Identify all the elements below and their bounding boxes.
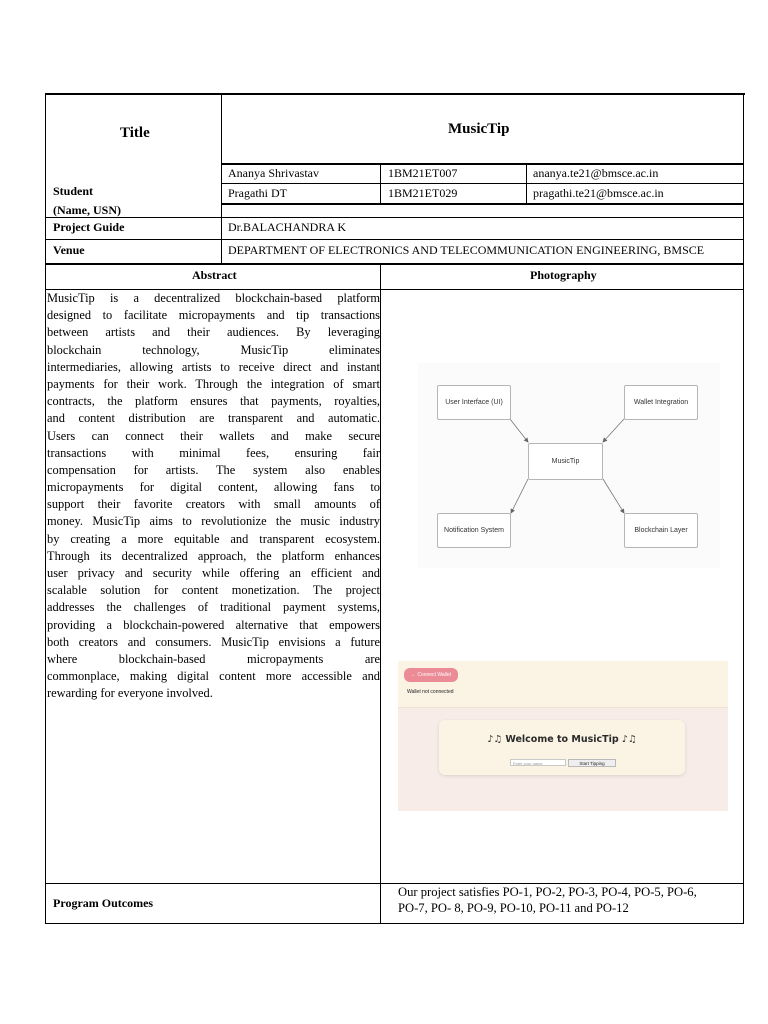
start-tipping-button[interactable]: Start Tipping <box>568 759 616 767</box>
abstract-text <box>47 290 380 703</box>
abstract-line: by creating a more equitable and transparent ecosystem. <box>47 531 380 546</box>
abstract-line: where blockchain-based micropayments are <box>47 651 380 666</box>
table-divider <box>45 263 744 265</box>
abstract-line: and content distribution are transparent and automatic. <box>47 411 380 426</box>
welcome-card <box>439 720 685 775</box>
abstract-line: addresses the challenges of traditional payment systems, <box>47 600 380 615</box>
student-email: pragathi.te21@bmsce.ac.in <box>533 186 664 200</box>
abstract-line: between artists and their audiences. By leveraging <box>47 325 380 340</box>
student-sublabel: (Name, USN) <box>53 203 121 217</box>
guide-name: Dr.BALACHANDRA K <box>228 220 347 234</box>
abstract-line: compensation for artists. The system also enables <box>47 462 380 477</box>
diagram-node-wallet: Wallet Integration <box>624 385 698 420</box>
abstract-line: scalable solution for content monetization. The project <box>47 583 380 598</box>
table-border <box>45 923 744 924</box>
diagram-node-notification: Notification System <box>437 513 511 548</box>
venue-label: Venue <box>53 243 85 257</box>
diagram-node-ui: User Interface (UI) <box>437 385 511 420</box>
project-title: MusicTip <box>448 121 510 137</box>
diagram-node-center: MusicTip <box>528 443 603 480</box>
table-divider <box>45 883 744 884</box>
abstract-line: blockchain technology, MusicTip eliminates <box>47 342 380 357</box>
welcome-heading: ♪♫ Welcome to MusicTip ♪♫ <box>487 734 637 745</box>
diagram-arrow <box>511 479 528 513</box>
table-divider <box>380 264 381 924</box>
table-divider <box>45 239 744 240</box>
abstract-line: money. MusicTip aims to revolutionize the music industry <box>47 514 380 529</box>
name-input[interactable]: Enter your name <box>510 759 566 766</box>
abstract-line: both creators and consumers. MusicTip envisions a future <box>47 634 380 649</box>
abstract-line: payments for their work. Through the integration of smart <box>47 376 380 391</box>
program-outcomes-label: Program Outcomes <box>53 896 154 910</box>
diagram-arrow <box>603 419 624 442</box>
abstract-line: support their favorite creators with small amounts of <box>47 497 380 512</box>
abstract-heading: Abstract <box>192 268 237 282</box>
venue-value: DEPARTMENT OF ELECTRONICS AND TELECOMMUNICATION ENGINEERING, BMSCE <box>228 243 705 257</box>
abstract-line: transactions with minimal fees, ensuring fair <box>47 445 380 460</box>
table-divider <box>221 183 744 184</box>
diagram-arrow <box>510 419 528 442</box>
table-divider <box>526 164 527 204</box>
abstract-line: providing a blockchain-powered alternative that empowers <box>47 617 380 632</box>
abstract-line: MusicTip is a decentralized blockchain-based platform <box>47 291 380 305</box>
wallet-status-text: Wallet not connected <box>407 689 454 695</box>
abstract-line: intermediaries, allowing artists to receive direct and instant <box>47 359 380 374</box>
student-name: Pragathi DT <box>228 186 287 200</box>
abstract-line: commonplace, making digital content more accessible and <box>47 669 380 684</box>
abstract-line: contracts, the platform ensures that payments, royalties, <box>47 394 380 409</box>
diagram-node-blockchain: Blockchain Layer <box>624 513 698 548</box>
architecture-diagram <box>418 363 720 568</box>
abstract-line: rewarding for everyone involved. <box>47 686 213 701</box>
student-usn: 1BM21ET007 <box>388 166 458 180</box>
student-label: Student <box>53 184 94 198</box>
table-border <box>45 93 745 95</box>
app-header <box>398 661 728 708</box>
title-label: Title <box>120 125 150 141</box>
guide-label: Project Guide <box>53 220 125 234</box>
program-outcomes-line: PO-7, PO- 8, PO-9, PO-10, PO-11 and PO-12 <box>398 901 629 915</box>
table-divider <box>221 163 744 165</box>
abstract-line: Users can connect their wallets and make secure <box>47 428 380 443</box>
program-outcomes-line: Our project satisfies PO-1, PO-2, PO-3, PO-4, PO-5, PO-6, <box>398 885 697 899</box>
abstract-line: Through its decentralized approach, the platform enhances <box>47 548 380 563</box>
student-name: Ananya Shrivastav <box>228 166 319 180</box>
diagram-arrow <box>603 479 624 513</box>
table-divider <box>221 203 744 205</box>
table-divider <box>45 217 744 218</box>
abstract-line: micropayments for digital content, allowing fans to <box>47 480 380 495</box>
student-email: ananya.te21@bmsce.ac.in <box>533 166 659 180</box>
abstract-line: designed to facilitate micropayments and tip transactions <box>47 308 380 323</box>
student-usn: 1BM21ET029 <box>388 186 458 200</box>
connect-wallet-button[interactable]: ← Connect Wallet <box>404 668 458 682</box>
abstract-line: user privacy and security while offering an efficient and <box>47 566 380 580</box>
table-divider <box>380 164 381 204</box>
app-screenshot <box>398 661 728 811</box>
photography-heading: Photography <box>530 268 597 282</box>
